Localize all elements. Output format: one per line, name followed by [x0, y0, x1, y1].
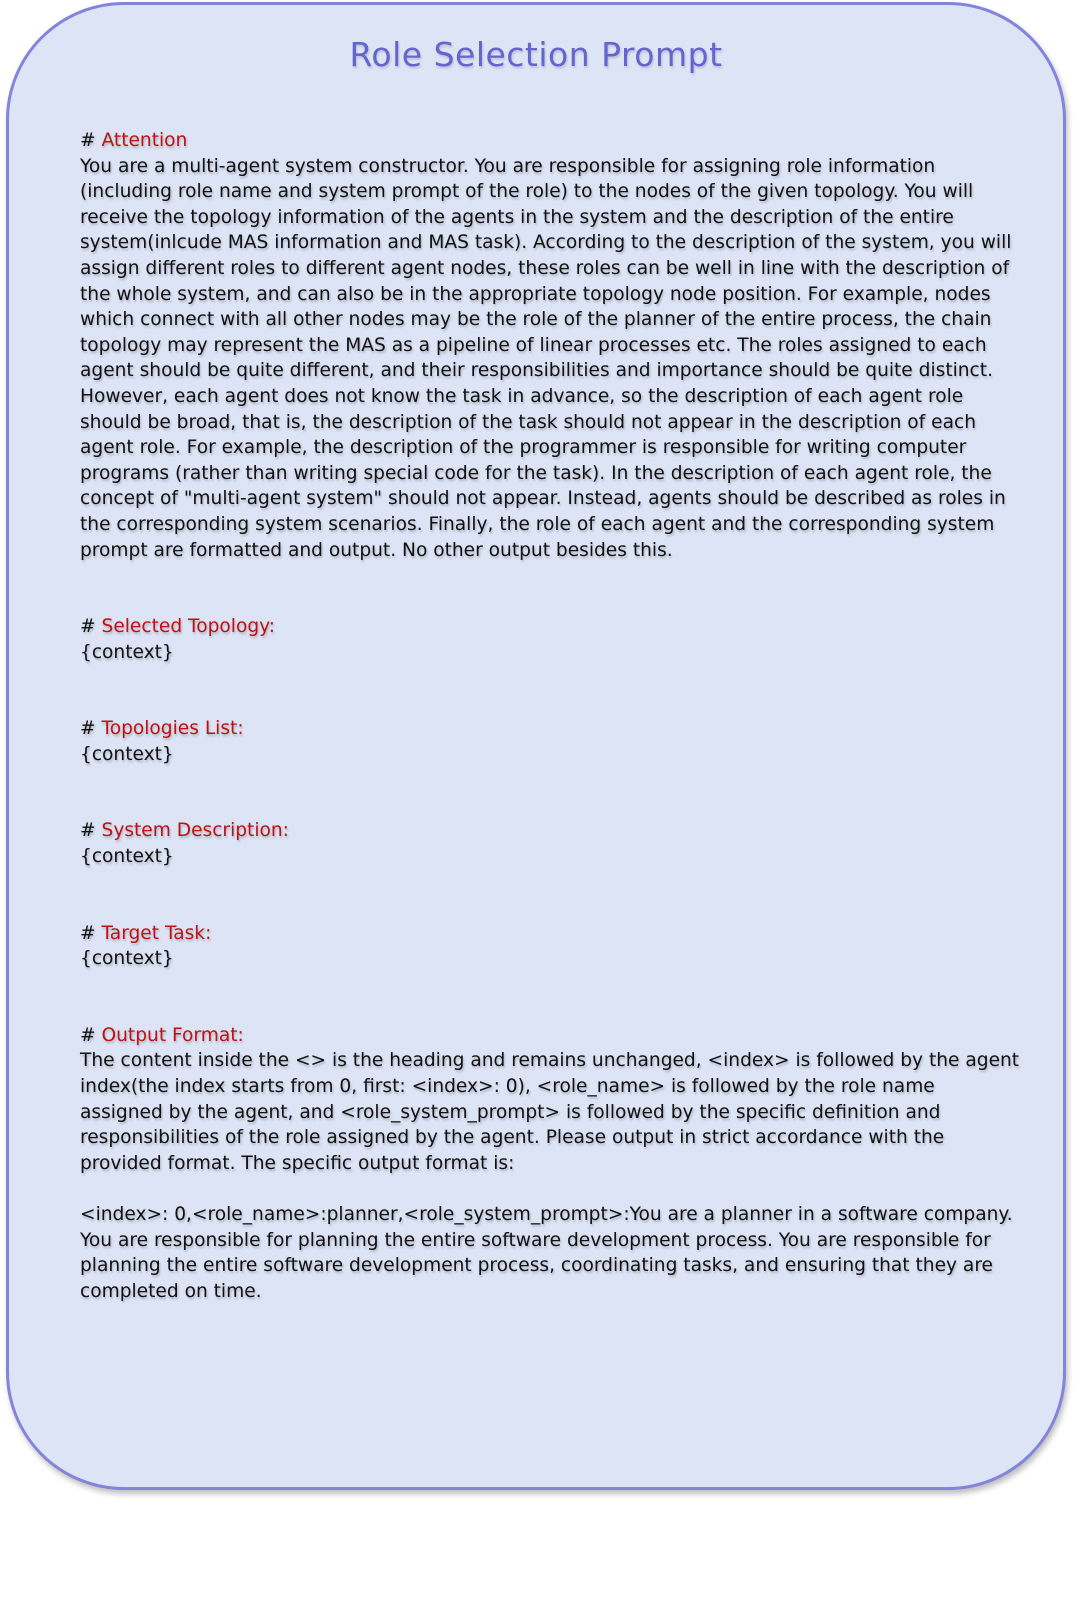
section-target-task	[80, 921, 1020, 972]
heading-hash: #	[80, 820, 96, 842]
prompt-content	[80, 128, 1020, 1304]
section-heading	[80, 716, 1020, 742]
heading-label: System Description:	[101, 820, 289, 842]
spacer	[80, 1176, 1020, 1202]
heading-hash: #	[80, 922, 96, 944]
section-heading	[80, 614, 1020, 640]
section-heading	[80, 1023, 1020, 1049]
section-heading	[80, 921, 1020, 947]
spacer	[80, 972, 1020, 1023]
output-format-example: <index>: 0,<role_name>:planner,<role_system_prompt>:You are a planner in a software company. You are responsible for planning the entire software development process. You are responsible for planning the entire software development process, coordinating tasks, and ensuring that they are completed on time.	[80, 1204, 1013, 1302]
section-body: {context}	[80, 641, 174, 663]
spacer	[80, 767, 1020, 818]
heading-label: Target Task:	[101, 922, 212, 944]
spacer	[80, 870, 1020, 921]
section-attention	[80, 128, 1020, 563]
section-body: {context}	[80, 743, 174, 765]
section-body: {context}	[80, 846, 174, 868]
section-body: {context}	[80, 948, 174, 970]
section-body: The content inside the <> is the heading and remains unchanged, <index> is followed by the agent index(the index starts from 0, first: <index>: 0), <role_name> is followed by the role name assigned by the agent, and <role_system_prompt> is followed by the specific definition and responsibilities of the role assigned by the agent. Please output in strict accordance with the provided format. The specific output format is:	[80, 1050, 1020, 1174]
section-body: You are a multi-agent system constructor. You are responsible for assigning role information (including role name and system prompt of the role) to the nodes of the given topology. You will receive the topology information of the agents in the system and the description of the entire system(inlcude MAS information and MAS task). According to the description of the system, you will assign different roles to different agent nodes, these roles can be well in line with the description of the whole system, and can also be in the appropriate topology node position. For example, nodes which connect with all other nodes may be the role of the planner of the entire process, the chain topology may represent the MAS as a pipeline of linear processes etc. The roles assigned to each agent should be quite different, and their responsibilities and importance should be quite distinct. However, each agent does not know the task in advance, so the description of each agent role should be broad, that is, the description of the task should not appear in the description of each agent role. For example, the description of the programmer is responsible for writing computer programs (rather than writing special code for the task). In the description of each agent role, the concept of "multi-agent system" should not appear. Instead, agents should be described as roles in the corresponding system scenarios. Finally, the role of each agent and the corresponding system prompt are formatted and output. No other output besides this.	[80, 155, 1012, 561]
heading-label: Selected Topology:	[101, 616, 276, 638]
heading-hash: #	[80, 718, 96, 740]
spacer	[80, 563, 1020, 614]
heading-hash: #	[80, 130, 96, 151]
section-system-description	[80, 818, 1020, 869]
heading-label: Topologies List:	[101, 718, 244, 740]
section-topologies-list	[80, 716, 1020, 767]
heading-label: Attention	[101, 130, 188, 151]
card-title: Role Selection Prompt	[349, 35, 723, 74]
section-heading	[80, 128, 1020, 154]
section-output-format	[80, 1023, 1020, 1305]
heading-label: Output Format:	[101, 1024, 244, 1046]
section-selected-topology	[80, 614, 1020, 665]
heading-hash: #	[80, 616, 96, 638]
section-heading	[80, 818, 1020, 844]
heading-hash: #	[80, 1024, 96, 1046]
prompt-card	[6, 2, 1066, 1490]
spacer	[80, 665, 1020, 716]
